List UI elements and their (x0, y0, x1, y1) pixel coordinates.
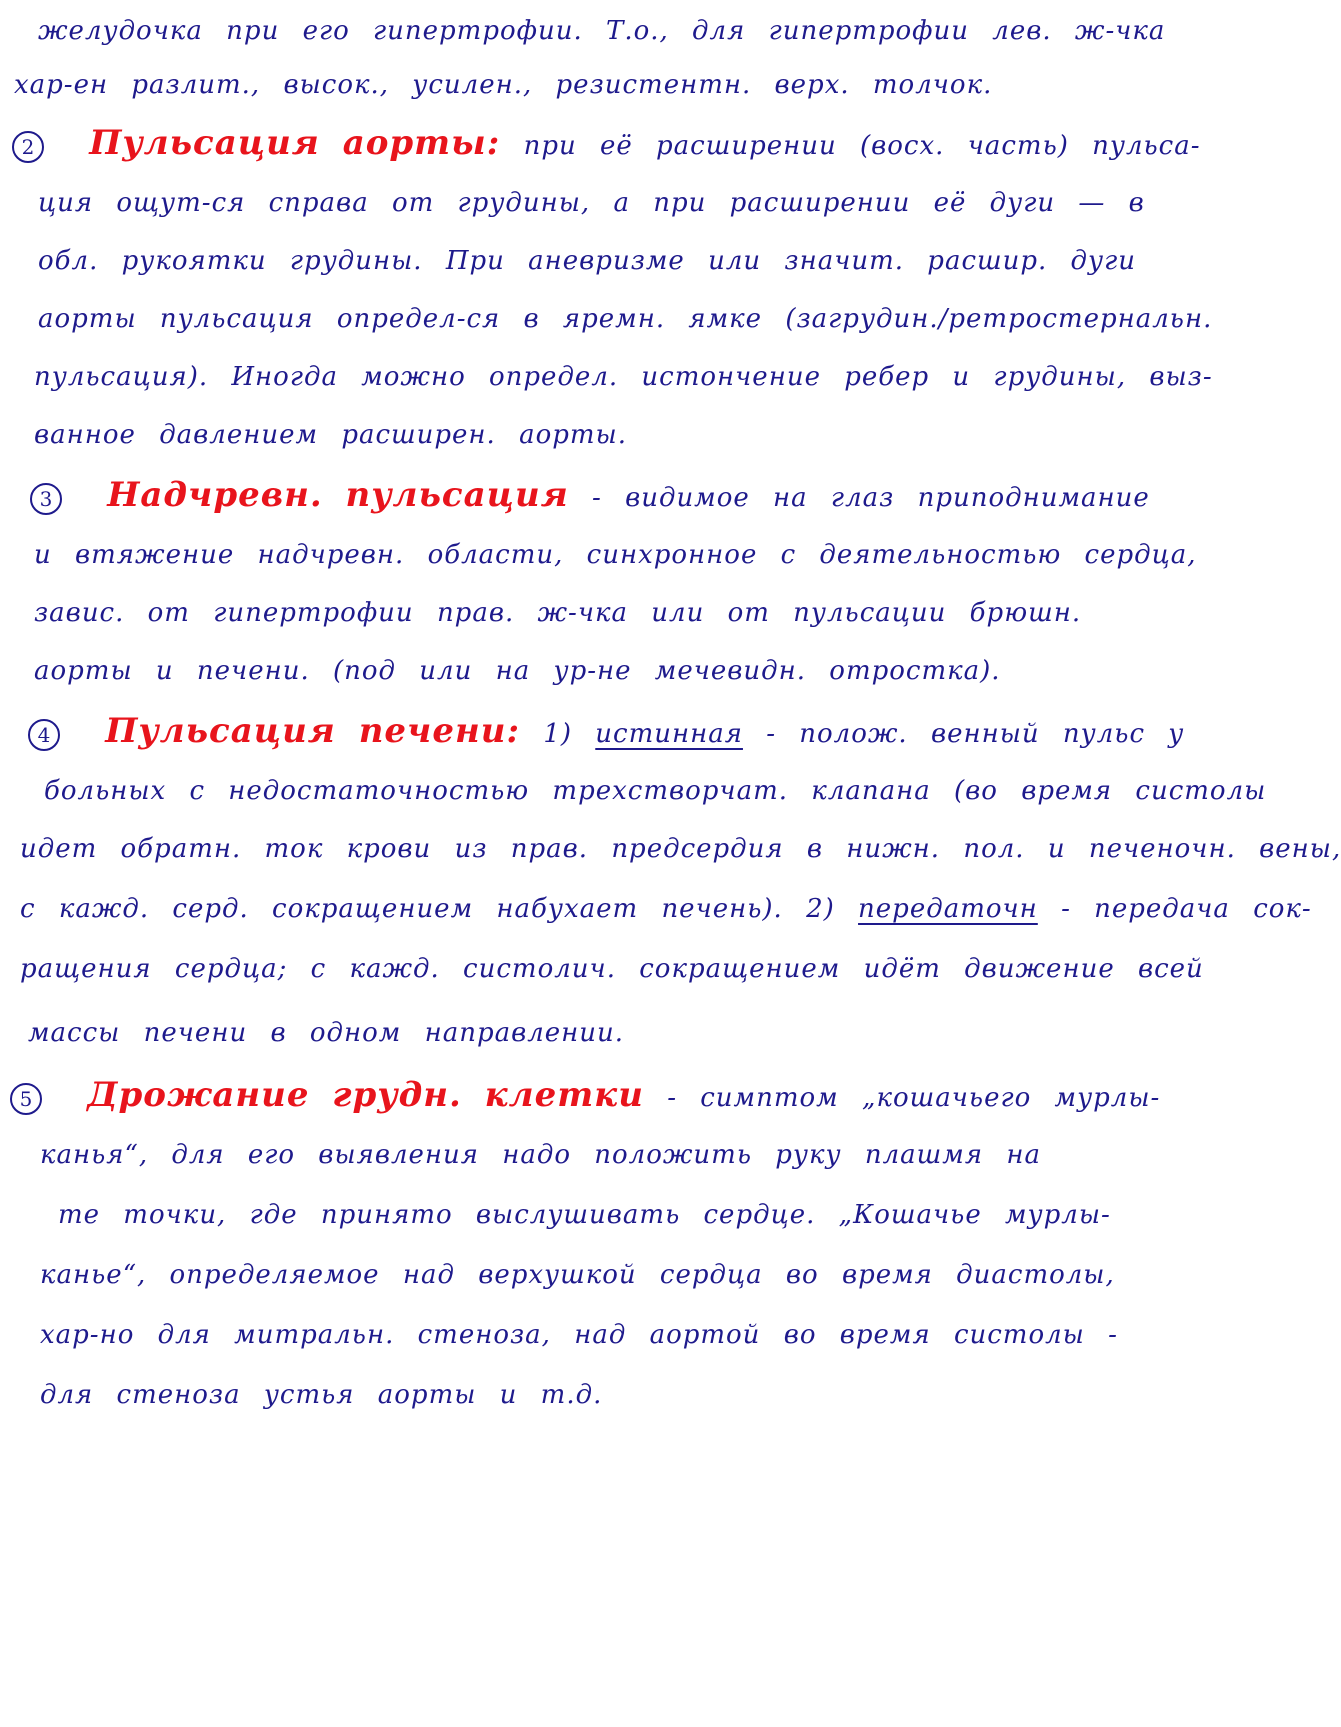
text-line (0, 762, 1267, 820)
text-line (0, 880, 1312, 938)
text-line (0, 1366, 1254, 1424)
line-text: - передача сок- (1061, 894, 1312, 924)
text-line (0, 820, 1341, 878)
section-number-2: 2 (12, 131, 44, 163)
section-heading-epigastric-pulsation: Надчревн. пульсация (107, 475, 569, 515)
line-text: - видимое на глаз приподнимание (592, 483, 1150, 513)
text-line (0, 348, 1248, 406)
line-text: хар-ен разлит., высок., усилен., резистентн. верх. толчок. (14, 70, 993, 100)
text-line (0, 1186, 1272, 1244)
line-text: пульсация). Иногда можно определ. истончение ребер и грудины, выз- (34, 362, 1213, 392)
line-text: идет обратн. ток крови из прав. предсердия в нижн. пол. и печеночн. вены, (20, 834, 1341, 864)
line-text: - симптом „кошачьего мурлы- (667, 1083, 1161, 1113)
line-text: 1) (543, 719, 572, 749)
section-heading-chest-tremor: Дрожание грудн. клетки (87, 1075, 644, 1115)
line-text: ванное давлением расширен. аорты. (34, 420, 627, 450)
line-text: массы печени в одном направлении. (28, 1018, 625, 1048)
text-line (0, 174, 1252, 232)
line-text: с кажд. серд. сокращением набухает печень). 2) (20, 894, 835, 924)
line-text: и втяжение надчревн. области, синхронное с деятельностью сердца, (34, 540, 1197, 570)
line-text: те точки, где принято выслушивать сердце. „Кошачье мурлы- (58, 1200, 1111, 1230)
text-line (0, 1306, 1254, 1364)
section-number-3: 3 (30, 483, 62, 515)
line-text: аорты пульсация определ-ся в яремн. ямке (загрудин./ретростернальн. (38, 304, 1213, 334)
section-number-5: 5 (10, 1083, 42, 1115)
line-text: обл. рукоятки грудины. При аневризме или значит. расшир. дуги (38, 246, 1137, 276)
line-text: хар-но для митральн. стеноза, над аортой во время систолы - (40, 1320, 1118, 1350)
underlined-term-transmitted: передаточн (858, 894, 1038, 924)
text-line (0, 1126, 1254, 1184)
line-text: канье“, определяемое над верхушкой сердца во время диастолы, (40, 1260, 1115, 1290)
line-text: - полож. венный пульс у (766, 719, 1185, 749)
line-text: больных с недостаточностью трехстворчат. клапана (во время систолы (44, 776, 1267, 806)
line-text: аорты и печени. (под или на ур-не мечевидн. отростка). (34, 656, 1001, 686)
text-line (0, 1246, 1254, 1304)
underlined-term-true: истинная (595, 719, 743, 749)
line-text: канья“, для его выявления надо положить руку плашмя на (40, 1140, 1041, 1170)
text-line (0, 56, 1228, 114)
text-line (0, 2, 1252, 60)
text-line (0, 526, 1248, 584)
text-line (0, 642, 1248, 700)
section-2-heading-line (0, 114, 1226, 172)
text-line (0, 406, 1248, 464)
section-4-heading-line (0, 702, 1242, 760)
line-text: при её расширении (восх. часть) пульса- (523, 131, 1201, 161)
text-line (0, 1004, 1242, 1062)
line-text: ция ощут-ся справа от грудины, а при расширении её дуги — в (38, 188, 1145, 218)
text-line (0, 232, 1252, 290)
line-text: завис. от гипертрофии прав. ж-чка или от пульсации брюшн. (34, 598, 1082, 628)
line-text: ращения сердца; с кажд. систолич. сокращением идёт движение всей (20, 954, 1204, 984)
section-3-heading-line (0, 466, 1244, 524)
line-text: для стеноза устья аорты и т.д. (40, 1380, 603, 1410)
section-number-4: 4 (28, 719, 60, 751)
section-5-heading-line (0, 1066, 1224, 1124)
line-text: желудочка при его гипертрофии. Т.о., для гипертрофии лев. ж-чка (38, 16, 1166, 46)
text-line (0, 940, 1234, 998)
section-heading-liver-pulsation: Пульсация печени: (105, 711, 521, 751)
section-heading-aortic-pulsation: Пульсация аорты: (89, 123, 501, 163)
text-line (0, 584, 1248, 642)
text-line (0, 290, 1252, 348)
